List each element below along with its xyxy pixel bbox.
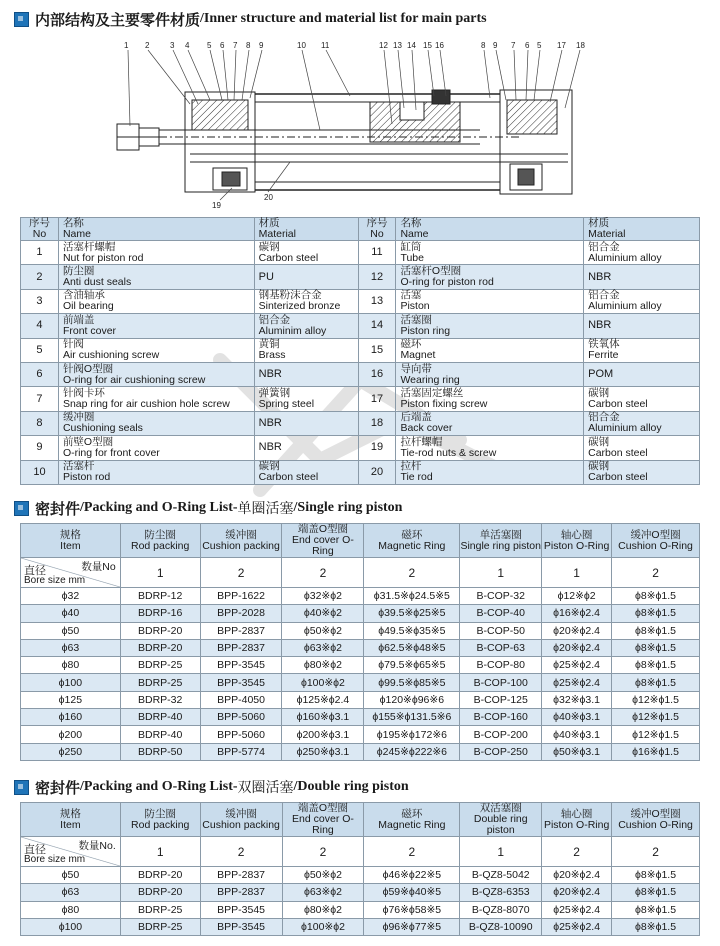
diagram-label: 16	[435, 42, 444, 50]
table-cell: BDRP-32	[120, 691, 200, 708]
table-row	[21, 691, 700, 708]
table-header-row	[21, 218, 700, 241]
quantity-value: 1	[120, 837, 200, 867]
table-row	[21, 387, 700, 411]
table-cell: ϕ49.5※ϕ35※5	[364, 622, 460, 639]
part-number: 20	[358, 460, 396, 484]
section-title-en: /Inner structure and material list for main parts	[200, 11, 487, 26]
table-cell: BDRP-40	[120, 709, 200, 726]
section-bullet-icon	[14, 780, 29, 795]
table-row	[21, 657, 700, 674]
diagram-label: 7	[511, 42, 516, 50]
diagram-label: 5	[537, 42, 542, 50]
table-cell: BDRP-25	[120, 901, 200, 918]
table-cell: B-QZ8-5042	[460, 867, 542, 884]
table-cell: ϕ245※ϕ222※6	[364, 743, 460, 760]
col-header: 缓冲圈 Cushion packing	[200, 524, 282, 558]
table-cell: BPP-3545	[200, 657, 282, 674]
part-name: 活塞杆 Piston rod	[58, 460, 254, 484]
part-name: 活塞固定螺丝 Piston fixing screw	[396, 387, 584, 411]
part-name: 针阀 Air cushioning screw	[58, 338, 254, 362]
part-number: 3	[21, 289, 59, 313]
part-number: 8	[21, 411, 59, 435]
parts-material-table	[20, 217, 700, 485]
bore-label: 直径 Bore size mm	[24, 844, 86, 865]
table-cell: ϕ20※ϕ2.4	[542, 639, 612, 656]
table-row	[21, 314, 700, 338]
diagram-label: 9	[493, 42, 498, 50]
bore-size-cell: ϕ63	[21, 639, 121, 656]
part-number: 11	[358, 241, 396, 265]
part-name: 防尘圈 Anti dust seals	[58, 265, 254, 289]
section-subtitle-en: /Double ring piston	[293, 779, 409, 794]
part-material: 弹簧钢 Spring steel	[254, 387, 358, 411]
table-cell: ϕ50※ϕ3.1	[542, 743, 612, 760]
quantity-row	[21, 837, 700, 867]
table-cell: B-COP-40	[460, 605, 542, 622]
part-material: NBR	[254, 362, 358, 386]
double-ring-seal-table	[20, 802, 700, 936]
table-cell: ϕ80※ϕ2	[282, 657, 364, 674]
part-material: 铝合金 Aluminim alloy	[254, 314, 358, 338]
single-ring-seal-table	[20, 523, 700, 761]
diagram-label: 17	[557, 42, 566, 50]
part-material: 铁氧体 Ferrite	[584, 338, 700, 362]
col-header-material: 材质 Material	[254, 218, 358, 241]
bore-size-cell: ϕ80	[21, 901, 121, 918]
quantity-value: 2	[612, 837, 700, 867]
col-header: 缓冲O型圈 Cushion O-Ring	[612, 524, 700, 558]
table-row	[21, 338, 700, 362]
table-cell: ϕ250※ϕ3.1	[282, 743, 364, 760]
diagram-label: 8	[246, 42, 251, 50]
bore-size-cell: ϕ125	[21, 691, 121, 708]
table-cell: BDRP-40	[120, 726, 200, 743]
table-row	[21, 588, 700, 605]
col-header: 单活塞圈 Single ring piston	[460, 524, 542, 558]
table-cell: ϕ8※ϕ1.5	[612, 588, 700, 605]
bore-size-cell: ϕ100	[21, 674, 121, 691]
col-header: 轴心圈 Piston O-Ring	[542, 524, 612, 558]
part-name: 前端盖 Front cover	[58, 314, 254, 338]
table-cell: BPP-2837	[200, 867, 282, 884]
quantity-value: 1	[460, 558, 542, 588]
col-header: 磁环 Magnetic Ring	[364, 803, 460, 837]
bore-size-cell: ϕ100	[21, 918, 121, 935]
table-cell: BDRP-20	[120, 884, 200, 901]
part-material: 碳钢 Carbon steel	[584, 387, 700, 411]
quantity-value: 2	[200, 837, 282, 867]
table-cell: ϕ40※ϕ3.1	[542, 709, 612, 726]
quantity-label: 数量No	[81, 561, 116, 573]
part-number: 10	[21, 460, 59, 484]
table-cell: BDRP-25	[120, 674, 200, 691]
cylinder-section-diagram	[20, 42, 700, 212]
table-cell: ϕ8※ϕ1.5	[612, 657, 700, 674]
table-cell: ϕ96※ϕ77※5	[364, 918, 460, 935]
quantity-bore-corner	[21, 837, 121, 867]
col-header: 轴心圈 Piston O-Ring	[542, 803, 612, 837]
table-cell: ϕ8※ϕ1.5	[612, 901, 700, 918]
table-cell: BPP-3545	[200, 674, 282, 691]
part-name: 含油轴承 Oil bearing	[58, 289, 254, 313]
part-name: 导向带 Wearing ring	[396, 362, 584, 386]
table-cell: ϕ12※ϕ2	[542, 588, 612, 605]
part-material: 碳钢 Carbon steel	[254, 460, 358, 484]
part-material: NBR	[254, 411, 358, 435]
section-subtitle-zh: 单圈活塞	[237, 501, 294, 517]
part-material: NBR	[254, 436, 358, 460]
part-name: 活塞圈 Piston ring	[396, 314, 584, 338]
col-header-material: 材质 Material	[584, 218, 700, 241]
section-title-structure	[14, 8, 487, 30]
table-cell: B-COP-32	[460, 588, 542, 605]
table-cell: ϕ32※ϕ3.1	[542, 691, 612, 708]
part-name: 针阀卡环 Snap ring for air cushion hole screw	[58, 387, 254, 411]
part-name: 活塞杆O型圈 O-ring for piston rod	[396, 265, 584, 289]
part-name: 后端盖 Back cover	[396, 411, 584, 435]
section-title-single	[14, 497, 402, 519]
table-row	[21, 918, 700, 935]
table-cell: ϕ32※ϕ2	[282, 588, 364, 605]
table-cell: ϕ25※ϕ2.4	[542, 657, 612, 674]
section-title-en: /Packing and O-Ring List-	[80, 779, 238, 794]
table-cell: ϕ50※ϕ2	[282, 622, 364, 639]
part-number: 13	[358, 289, 396, 313]
diagram-label: 1	[124, 42, 129, 50]
table-cell: ϕ8※ϕ1.5	[612, 867, 700, 884]
diagram-label: 12	[379, 42, 388, 50]
table-cell: ϕ80※ϕ2	[282, 901, 364, 918]
table-cell: ϕ8※ϕ1.5	[612, 884, 700, 901]
section-title-double	[14, 776, 409, 798]
col-header: 缓冲圈 Cushion packing	[200, 803, 282, 837]
part-number: 12	[358, 265, 396, 289]
part-number: 1	[21, 241, 59, 265]
section-subtitle-zh: 双圈活塞	[237, 780, 294, 796]
table-cell: ϕ12※ϕ1.5	[612, 709, 700, 726]
part-material: 碳钢 Carbon steel	[584, 460, 700, 484]
table-cell: BDRP-12	[120, 588, 200, 605]
diagram-label: 11	[321, 42, 330, 50]
section-title-zh: 密封件	[35, 499, 81, 518]
table-cell: ϕ8※ϕ1.5	[612, 605, 700, 622]
part-material: 黄铜 Brass	[254, 338, 358, 362]
col-header-no: 序号 No	[21, 218, 59, 241]
part-number: 5	[21, 338, 59, 362]
bore-size-cell: ϕ160	[21, 709, 121, 726]
diagram-label: 13	[393, 42, 402, 50]
quantity-value: 2	[282, 837, 364, 867]
table-cell: ϕ195※ϕ172※6	[364, 726, 460, 743]
table-row	[21, 901, 700, 918]
part-material: 碳钢 Carbon steel	[584, 436, 700, 460]
table-row	[21, 622, 700, 639]
bore-size-cell: ϕ250	[21, 743, 121, 760]
table-cell: ϕ25※ϕ2.4	[542, 918, 612, 935]
table-cell: ϕ99.5※ϕ85※5	[364, 674, 460, 691]
table-cell: ϕ76※ϕ58※5	[364, 901, 460, 918]
part-name: 缓冲圈 Cushioning seals	[58, 411, 254, 435]
table-row	[21, 639, 700, 656]
part-material: PU	[254, 265, 358, 289]
table-row	[21, 743, 700, 760]
table-cell: ϕ40※ϕ3.1	[542, 726, 612, 743]
diagram-label: 10	[297, 42, 306, 50]
quantity-value: 2	[364, 558, 460, 588]
section-bullet-icon	[14, 12, 29, 27]
table-row	[21, 411, 700, 435]
diagram-label: 15	[423, 42, 432, 50]
table-cell: ϕ25※ϕ2.4	[542, 674, 612, 691]
table-cell: ϕ63※ϕ2	[282, 639, 364, 656]
quantity-label: 数量No.	[78, 840, 116, 852]
part-material: 铝合金 Aluminium alloy	[584, 241, 700, 265]
quantity-value: 1	[120, 558, 200, 588]
part-name: 拉杆螺帽 Tie-rod nuts & screw	[396, 436, 584, 460]
bore-size-cell: ϕ50	[21, 867, 121, 884]
part-number: 7	[21, 387, 59, 411]
part-material: 铝合金 Aluminium alloy	[584, 411, 700, 435]
table-cell: BDRP-20	[120, 639, 200, 656]
diagram-label: 4	[185, 42, 190, 50]
part-name: 磁环 Magnet	[396, 338, 584, 362]
part-number: 4	[21, 314, 59, 338]
table-cell: BPP-5774	[200, 743, 282, 760]
table-cell: ϕ20※ϕ2.4	[542, 867, 612, 884]
table-cell: B-COP-160	[460, 709, 542, 726]
table-row	[21, 674, 700, 691]
table-row	[21, 460, 700, 484]
table-cell: BPP-3545	[200, 918, 282, 935]
part-number: 6	[21, 362, 59, 386]
diagram-label: 6	[525, 42, 530, 50]
bore-label: 直径 Bore size mm	[24, 565, 86, 586]
table-cell: B-QZ8-6353	[460, 884, 542, 901]
table-cell: B-QZ8-8070	[460, 901, 542, 918]
col-header: 磁环 Magnetic Ring	[364, 524, 460, 558]
table-cell: ϕ62.5※ϕ48※5	[364, 639, 460, 656]
diagram-label: 7	[233, 42, 238, 50]
table-row	[21, 436, 700, 460]
table-cell: BPP-5060	[200, 709, 282, 726]
table-row	[21, 867, 700, 884]
table-row	[21, 265, 700, 289]
part-number: 17	[358, 387, 396, 411]
table-cell: ϕ100※ϕ2	[282, 918, 364, 935]
diagram-label: 3	[170, 42, 175, 50]
col-header-no: 序号 No	[358, 218, 396, 241]
diagram-label: 9	[259, 42, 264, 50]
bore-size-cell: ϕ63	[21, 884, 121, 901]
col-header-name: 名称 Name	[396, 218, 584, 241]
diagram-label: 14	[407, 42, 416, 50]
table-cell: BDRP-25	[120, 918, 200, 935]
table-cell: ϕ59※ϕ40※5	[364, 884, 460, 901]
diagram-label: 8	[481, 42, 486, 50]
table-cell: ϕ40※ϕ2	[282, 605, 364, 622]
table-cell: ϕ200※ϕ3.1	[282, 726, 364, 743]
col-header: 双活塞圈 Double ring piston	[460, 803, 542, 837]
col-header: 规格 Item	[21, 803, 121, 837]
diagram-label: 5	[207, 42, 212, 50]
part-number: 18	[358, 411, 396, 435]
col-header: 规格 Item	[21, 524, 121, 558]
part-number: 14	[358, 314, 396, 338]
table-row	[21, 362, 700, 386]
table-cell: B-COP-50	[460, 622, 542, 639]
table-cell: ϕ8※ϕ1.5	[612, 674, 700, 691]
table-cell: ϕ20※ϕ2.4	[542, 622, 612, 639]
quantity-value: 2	[364, 837, 460, 867]
part-name: 拉杆 Tie rod	[396, 460, 584, 484]
diagram-label: 6	[220, 42, 225, 50]
part-material: NBR	[584, 265, 700, 289]
diagram-label: 19	[212, 201, 221, 210]
bore-size-cell: ϕ80	[21, 657, 121, 674]
part-material: 铝合金 Aluminium alloy	[584, 289, 700, 313]
part-number: 2	[21, 265, 59, 289]
table-cell: BPP-2837	[200, 884, 282, 901]
table-cell: ϕ31.5※ϕ24.5※5	[364, 588, 460, 605]
table-cell: BPP-5060	[200, 726, 282, 743]
table-cell: BDRP-20	[120, 867, 200, 884]
quantity-bore-corner	[21, 558, 121, 588]
quantity-value: 2	[612, 558, 700, 588]
section-bullet-icon	[14, 501, 29, 516]
table-cell: BDRP-50	[120, 743, 200, 760]
section-subtitle-en: /Single ring piston	[293, 500, 403, 515]
part-number: 19	[358, 436, 396, 460]
col-header: 防尘圈 Rod packing	[120, 524, 200, 558]
table-cell: B-COP-100	[460, 674, 542, 691]
table-cell: ϕ79.5※ϕ65※5	[364, 657, 460, 674]
table-row	[21, 289, 700, 313]
table-cell: ϕ8※ϕ1.5	[612, 622, 700, 639]
table-cell: BDRP-20	[120, 622, 200, 639]
part-number: 16	[358, 362, 396, 386]
table-cell: ϕ46※ϕ22※5	[364, 867, 460, 884]
table-cell: BDRP-16	[120, 605, 200, 622]
table-cell: B-COP-250	[460, 743, 542, 760]
quantity-value: 1	[542, 558, 612, 588]
table-cell: ϕ39.5※ϕ25※5	[364, 605, 460, 622]
bore-size-cell: ϕ50	[21, 622, 121, 639]
table-cell: B-COP-125	[460, 691, 542, 708]
table-cell: ϕ125※ϕ2.4	[282, 691, 364, 708]
part-number: 15	[358, 338, 396, 362]
part-name: 缸筒 Tube	[396, 241, 584, 265]
col-header: 缓冲O型圈 Cushion O-Ring	[612, 803, 700, 837]
table-cell: B-COP-200	[460, 726, 542, 743]
table-cell: ϕ16※ϕ1.5	[612, 743, 700, 760]
section-title-zh: 密封件	[35, 778, 81, 797]
table-header-row	[21, 524, 700, 558]
part-material: NBR	[584, 314, 700, 338]
table-header-row	[21, 803, 700, 837]
table-row	[21, 605, 700, 622]
table-cell: ϕ160※ϕ3.1	[282, 709, 364, 726]
table-cell: BPP-3545	[200, 901, 282, 918]
col-header: 端盖O型圈 End cover O-Ring	[282, 803, 364, 837]
bore-size-cell: ϕ200	[21, 726, 121, 743]
table-cell: B-COP-63	[460, 639, 542, 656]
diagram-label: 2	[145, 42, 150, 50]
table-cell: ϕ120※ϕ96※6	[364, 691, 460, 708]
quantity-value: 2	[282, 558, 364, 588]
part-name: 针阀O型圈 O-ring for air cushioning screw	[58, 362, 254, 386]
table-row	[21, 726, 700, 743]
table-cell: ϕ8※ϕ1.5	[612, 918, 700, 935]
diagram-label: 18	[576, 42, 585, 50]
table-row	[21, 884, 700, 901]
part-material: POM	[584, 362, 700, 386]
part-name: 活塞 Piston	[396, 289, 584, 313]
table-cell: BPP-4050	[200, 691, 282, 708]
bore-size-cell: ϕ40	[21, 605, 121, 622]
table-cell: BPP-2837	[200, 639, 282, 656]
table-cell: B-COP-80	[460, 657, 542, 674]
table-cell: ϕ16※ϕ2.4	[542, 605, 612, 622]
table-cell: ϕ50※ϕ2	[282, 867, 364, 884]
table-cell: ϕ12※ϕ1.5	[612, 691, 700, 708]
col-header-name: 名称 Name	[58, 218, 254, 241]
section-title-en: /Packing and O-Ring List-	[80, 500, 238, 515]
quantity-value: 1	[460, 837, 542, 867]
table-cell: BPP-2837	[200, 622, 282, 639]
quantity-value: 2	[542, 837, 612, 867]
table-cell: ϕ25※ϕ2.4	[542, 901, 612, 918]
diagram-label: 20	[264, 193, 273, 202]
table-cell: BDRP-25	[120, 657, 200, 674]
table-cell: ϕ20※ϕ2.4	[542, 884, 612, 901]
table-cell: BPP-1622	[200, 588, 282, 605]
table-cell: ϕ63※ϕ2	[282, 884, 364, 901]
table-row	[21, 709, 700, 726]
part-name: 前壁O型圈 O-ring for front cover	[58, 436, 254, 460]
table-cell: ϕ100※ϕ2	[282, 674, 364, 691]
col-header: 端盖O型圈 End cover O-Ring	[282, 524, 364, 558]
bore-size-cell: ϕ32	[21, 588, 121, 605]
section-title-zh: 内部结构及主要零件材质	[35, 10, 201, 29]
table-cell: ϕ8※ϕ1.5	[612, 639, 700, 656]
col-header: 防尘圈 Rod packing	[120, 803, 200, 837]
quantity-row	[21, 558, 700, 588]
table-cell: ϕ155※ϕ131.5※6	[364, 709, 460, 726]
quantity-value: 2	[200, 558, 282, 588]
table-cell: BPP-2028	[200, 605, 282, 622]
part-number: 9	[21, 436, 59, 460]
part-material: 钢基粉沫合金 Sinterized bronze	[254, 289, 358, 313]
part-material: 碳钢 Carbon steel	[254, 241, 358, 265]
part-name: 活塞杆螺帽 Nut for piston rod	[58, 241, 254, 265]
table-row	[21, 241, 700, 265]
table-cell: B-QZ8-10090	[460, 918, 542, 935]
table-cell: ϕ12※ϕ1.5	[612, 726, 700, 743]
